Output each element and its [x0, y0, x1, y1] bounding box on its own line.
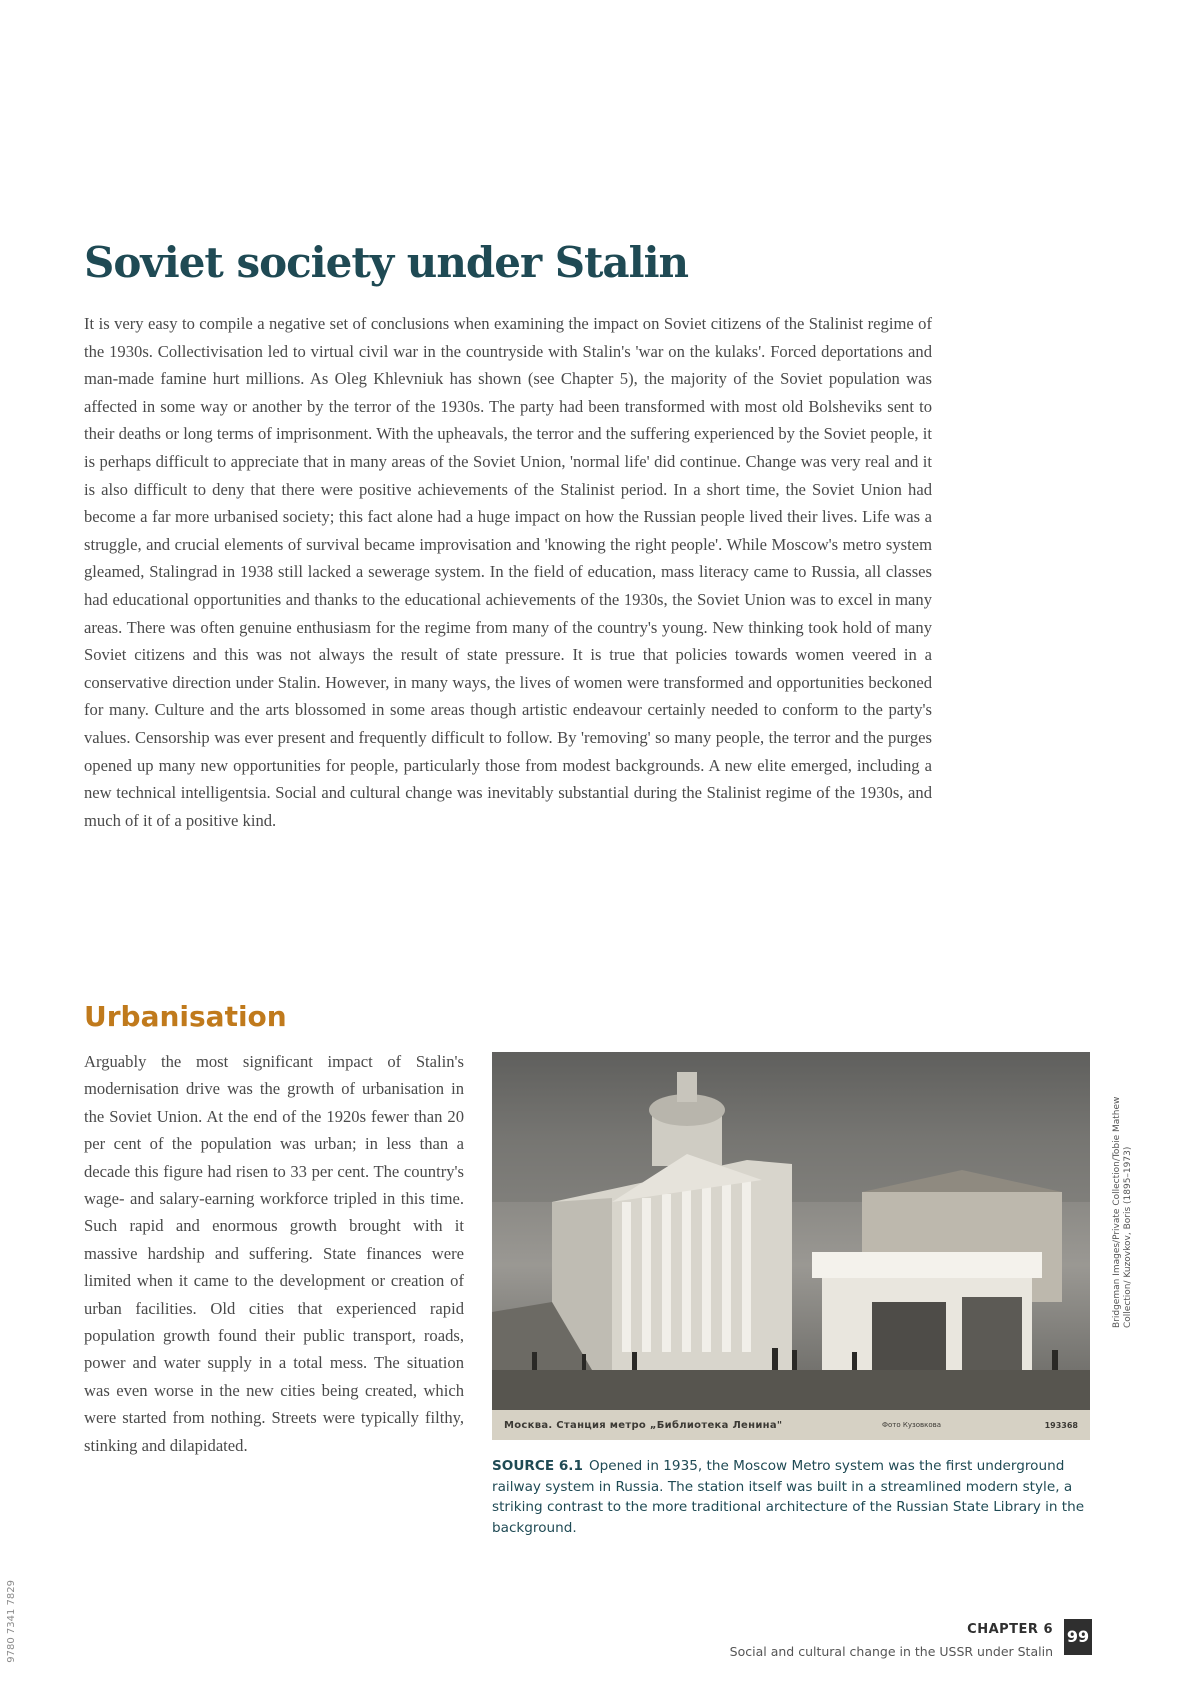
chapter-subtitle: Social and cultural change in the USSR under Stalin — [729, 1644, 1053, 1659]
intro-paragraph: It is very easy to compile a negative set of conclusions when examining the impact on Soviet citizens of the Stalinist regime of the 1930s. Collectivisation led to virtual civil war in the countryside with Stalin's 'war on the kulaks'. Forced deportations and man-made famine hurt millions. As Oleg Khlevniuk has shown (see Chapter 5), the majority of the Soviet population was affected in some way or another by the terror of the 1930s. The party had been transformed with most old Bolsheviks sent to their deaths or long terms of imprisonment. With the upheavals, the terror and the suffering experienced by the Soviet people, it is perhaps difficult to appreciate that in many areas of the Soviet Union, 'normal life' did continue. Change was very real and it is also difficult to deny that there were positive achievements of the Stalinist period. In a short time, the Soviet Union had become a far more urbanised society; this fact alone had a huge impact on how the Russian people lived their lives. Life was a struggle, and crucial elements of survival became improvisation and 'knowing the right people'. While Moscow's metro system gleamed, Stalingrad in 1938 still lacked a sewerage system. In the field of education, mass literacy came to Russia, all classes had educational opportunities and thanks to the educational achievements of the 1930s, the Soviet Union was to excel in many areas. There was often genuine enthusiasm for the regime from many of the country's young. New thinking took hold of many Soviet citizens and this was not always the result of state pressure. It is true that policies towards women veered in a conservative direction under Stalin. However, in many ways, the lives of women were transformed and opportunities beckoned for many. Culture and the arts blossomed in some areas though artistic endeavour certainly needed to conform to the party's values. Censorship was ever present and frequently difficult to follow. By 'removing' so many people, the terror and the purges opened up many new opportunities for people, particularly those from modest backgrounds. A new elite emerged, including a new technical intelligentsia. Social and cultural change was inevitably substantial during the Stalinist regime of the 1930s, and much of it of a positive kind. — [84, 314, 932, 830]
strip-number: 193368 — [1044, 1421, 1078, 1430]
strip-photographer: Фото Кузовкова — [882, 1421, 942, 1429]
section-heading: Urbanisation — [84, 1000, 287, 1033]
source-caption — [492, 1456, 1088, 1538]
metro-station-photo — [492, 1052, 1090, 1440]
chapter-label: CHAPTER 6 — [967, 1622, 1053, 1637]
source-label: SOURCE 6.1 — [492, 1458, 583, 1474]
page-number: 99 — [1064, 1619, 1092, 1655]
page-title: Soviet society under Stalin — [84, 238, 689, 287]
photo-illustration — [492, 1052, 1090, 1440]
side-isbn-code: 9780 7341 7829 — [6, 1580, 17, 1663]
photo-credit: Bridgeman Images/Private Collection/Tobie Mathew Collection/ Kuzovkov, Boris (1895–1973) — [1112, 1096, 1133, 1328]
photo-caption-strip — [492, 1410, 1090, 1440]
strip-left-text: Москва. Станция метро „Библиотека Ленина" — [504, 1420, 783, 1431]
urbanisation-paragraph: Arguably the most significant impact of Stalin's modernisation drive was the growth of urbanisation in the Soviet Union. At the end of the 1920s fewer than 20 per cent of the population was urban; in less than a decade this figure had risen to 33 per cent. The country's wage- and salary-earning workforce tripled in this time. Such rapid and enormous growth brought with it massive hardship and suffering. State finances were limited when it came to the development or creation of urban facilities. Old cities that experienced rapid population growth found their public transport, roads, power and water supply in a total mess. The situation was even worse in the new cities being created, which were started from nothing. Streets were typically filthy, stinking and dilapidated. — [84, 1052, 464, 1455]
source-text: Opened in 1935, the Moscow Metro system was the first underground railway system in Russia. The station itself was built in a streamlined modern style, a striking contrast to the more traditional architecture of the Russian State Library in the background. — [492, 1458, 1085, 1536]
